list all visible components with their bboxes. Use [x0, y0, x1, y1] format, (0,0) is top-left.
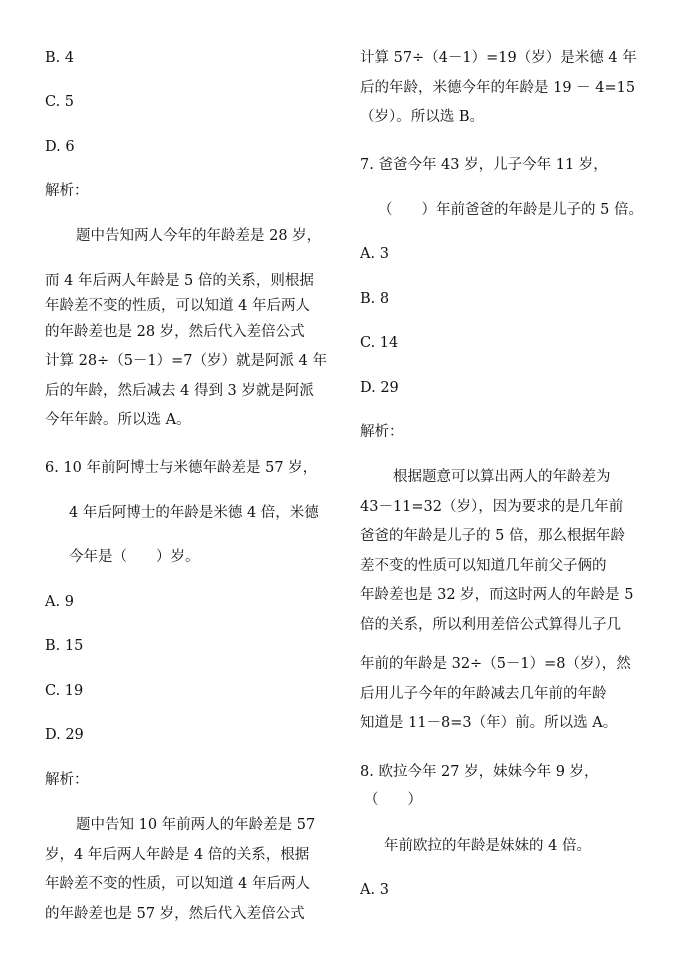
analysis-text: 年龄差不变的性质，可以知道 4 年后两人 [45, 298, 310, 314]
question-8: 8. 欧拉今年 27 岁，妹妹今年 9 岁， [360, 764, 599, 780]
question-8-text: 年前欧拉的年龄是妹妹的 4 倍。 [384, 838, 591, 854]
analysis-text: 计算 57÷（4－1）=19（岁）是米德 4 年 [360, 50, 637, 66]
analysis-text: 年龄差也是 32 岁，而这时两人的年龄是 5 [360, 587, 634, 603]
analysis-text: 年前的年龄是 32÷（5－1）=8（岁），然 [360, 656, 631, 672]
analysis-heading: 解析： [45, 183, 89, 199]
analysis-text: 43－11=32（岁），因为要求的是几年前 [360, 499, 624, 515]
analysis-text: 倍的关系，所以利用差倍公式算得儿子几 [360, 617, 621, 633]
question-8-blank: （ ） [364, 792, 422, 808]
question-6: 6. 10 年前阿博士与米德年龄差是 57 岁， [45, 460, 318, 476]
option-c: C. 19 [45, 683, 84, 699]
analysis-text: 根据题意可以算出两人的年龄差为 [393, 469, 611, 485]
analysis-heading: 解析： [45, 772, 89, 788]
option-d: D. 29 [45, 727, 84, 743]
analysis-text: 题中告知 10 年前两人的年龄差是 57 [76, 817, 316, 833]
analysis-text: 的年龄差也是 57 岁，然后代入差倍公式 [45, 906, 305, 922]
option-c: C. 14 [360, 335, 399, 351]
question-7-text: （ ）年前爸爸的年龄是儿子的 5 倍。 [378, 202, 643, 218]
option-b: B. 8 [360, 291, 390, 307]
analysis-text: 岁，4 年后两人年龄是 4 倍的关系，根据 [45, 847, 310, 863]
analysis-text: 题中告知两人今年的年龄差是 28 岁， [76, 228, 322, 244]
analysis-text: （岁）。所以选 B。 [360, 109, 485, 125]
option-d: D. 6 [45, 139, 75, 155]
analysis-text: 而 4 年后两人年龄是 5 倍的关系，则根据 [45, 273, 314, 289]
question-6-text: 今年是（ ）岁。 [69, 549, 200, 565]
analysis-heading: 解析： [360, 424, 404, 440]
option-a: A. 3 [360, 882, 389, 898]
analysis-text: 后用儿子今年的年龄减去几年前的年龄 [360, 686, 607, 702]
question-6-text: 4 年后阿博士的年龄是米德 4 倍，米德 [69, 505, 319, 521]
analysis-text: 年龄差不变的性质，可以知道 4 年后两人 [45, 876, 310, 892]
option-d: D. 29 [360, 380, 399, 396]
option-a: A. 3 [360, 246, 389, 262]
option-c: C. 5 [45, 94, 75, 110]
option-b: B. 4 [45, 50, 75, 66]
option-a: A. 9 [45, 594, 74, 610]
analysis-text: 今年年龄。所以选 A。 [45, 412, 191, 428]
analysis-text: 的年龄差也是 28 岁，然后代入差倍公式 [45, 324, 305, 340]
question-7: 7. 爸爸今年 43 岁，儿子今年 11 岁， [360, 157, 608, 173]
analysis-text: 知道是 11－8=3（年）前。所以选 A。 [360, 715, 618, 731]
analysis-text: 爸爸的年龄是儿子的 5 倍，那么根据年龄 [360, 528, 625, 544]
analysis-text: 后的年龄，然后减去 4 得到 3 岁就是阿派 [45, 383, 314, 399]
analysis-text: 差不变的性质可以知道几年前父子俩的 [360, 558, 607, 574]
option-b: B. 15 [45, 638, 84, 654]
analysis-text: 后的年龄，米德今年的年龄是 19 － 4=15 [360, 80, 636, 96]
analysis-text: 计算 28÷（5－1）=7（岁）就是阿派 4 年 [45, 353, 327, 369]
